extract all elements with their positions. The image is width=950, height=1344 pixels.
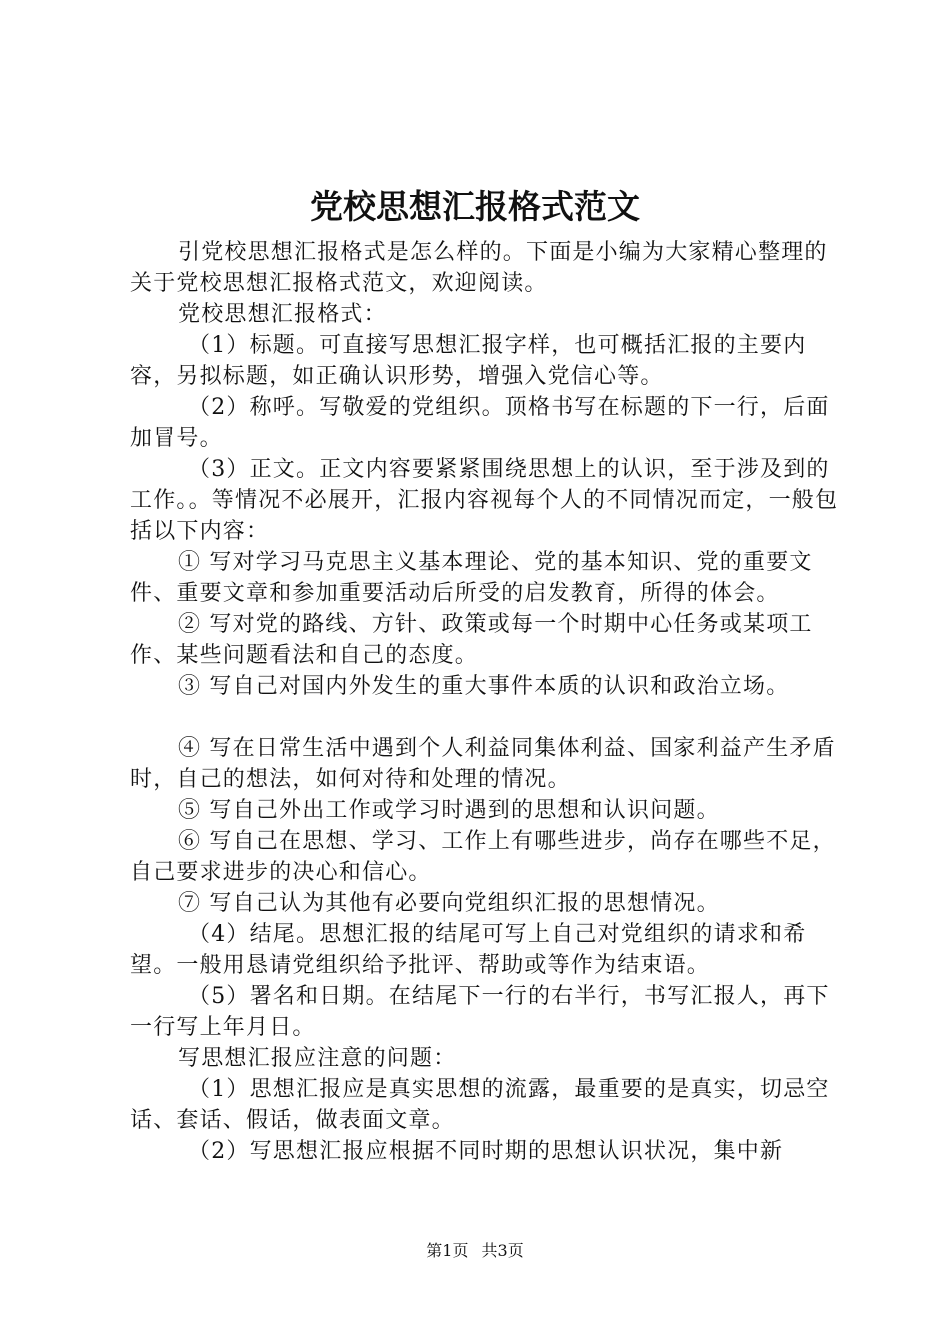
blank-line bbox=[130, 702, 845, 733]
section-heading-format: 党校思想汇报格式： bbox=[178, 302, 387, 327]
page-footer bbox=[0, 1240, 950, 1262]
sub-item-1: ① 写对学习马克思主义基本理论、党的基本知识、党的重要文件、重要文章和参加重要活动后所受的启发教育，所得的体会。 bbox=[130, 550, 813, 606]
item-ending: （4）结尾。思想汇报的结尾可写上自己对党组织的请求和希望。一般用恳请党组织给予批评、帮助或等作为结束语。 bbox=[130, 922, 807, 978]
item-signature: （5）署名和日期。在结尾下一行的右半行，书写汇报人，再下一行写上年月日。 bbox=[130, 984, 830, 1040]
page-total: 共3页 bbox=[481, 1241, 524, 1260]
sub-item-6: ⑥ 写自己在思想、学习、工作上有哪些进步，尚存在哪些不足，自己要求进步的决心和信心。 bbox=[130, 829, 836, 885]
intro-paragraph: 引党校思想汇报格式是怎么样的。下面是小编为大家精心整理的关于党校思想汇报格式范文，欢迎阅读。 bbox=[130, 240, 828, 296]
sub-item-2: ② 写对党的路线、方针、政策或每一个时期中心任务或某项工作、某些问题看法和自己的态度。 bbox=[130, 612, 813, 668]
sub-item-7: ⑦ 写自己认为其他有必要向党组织汇报的思想情况。 bbox=[178, 891, 720, 916]
page-number: 第1页 bbox=[426, 1241, 469, 1260]
document-body bbox=[130, 237, 845, 1167]
item-body: （3）正文。正文内容要紧紧围绕思想上的认识，至于涉及到的工作。。等情况不必展开，汇报内容视每个人的不同情况而定，一般包括以下内容： bbox=[130, 457, 839, 544]
sub-item-4: ④ 写在日常生活中遇到个人利益同集体利益、国家利益产生矛盾时，自己的想法，如何对待和处理的情况。 bbox=[130, 736, 836, 792]
item-title: （1）标题。可直接写思想汇报字样，也可概括汇报的主要内容，另拟标题，如正确认识形势，增强入党信心等。 bbox=[130, 333, 807, 389]
section-heading-notes: 写思想汇报应注意的问题： bbox=[178, 1046, 457, 1071]
note-1: （1）思想汇报应是真实思想的流露，最重要的是真实，切忌空话、套话、假话，做表面文章。 bbox=[130, 1077, 830, 1133]
sub-item-5: ⑤ 写自己外出工作或学习时遇到的思想和认识问题。 bbox=[178, 798, 720, 823]
item-salutation: （2）称呼。写敬爱的党组织。顶格书写在标题的下一行，后面加冒号。 bbox=[130, 395, 830, 451]
note-2: （2）写思想汇报应根据不同时期的思想认识状况，集中新 bbox=[188, 1139, 784, 1164]
sub-item-3: ③ 写自己对国内外发生的重大事件本质的认识和政治立场。 bbox=[178, 674, 790, 699]
document-title: 党校思想汇报格式范文 bbox=[310, 187, 640, 226]
